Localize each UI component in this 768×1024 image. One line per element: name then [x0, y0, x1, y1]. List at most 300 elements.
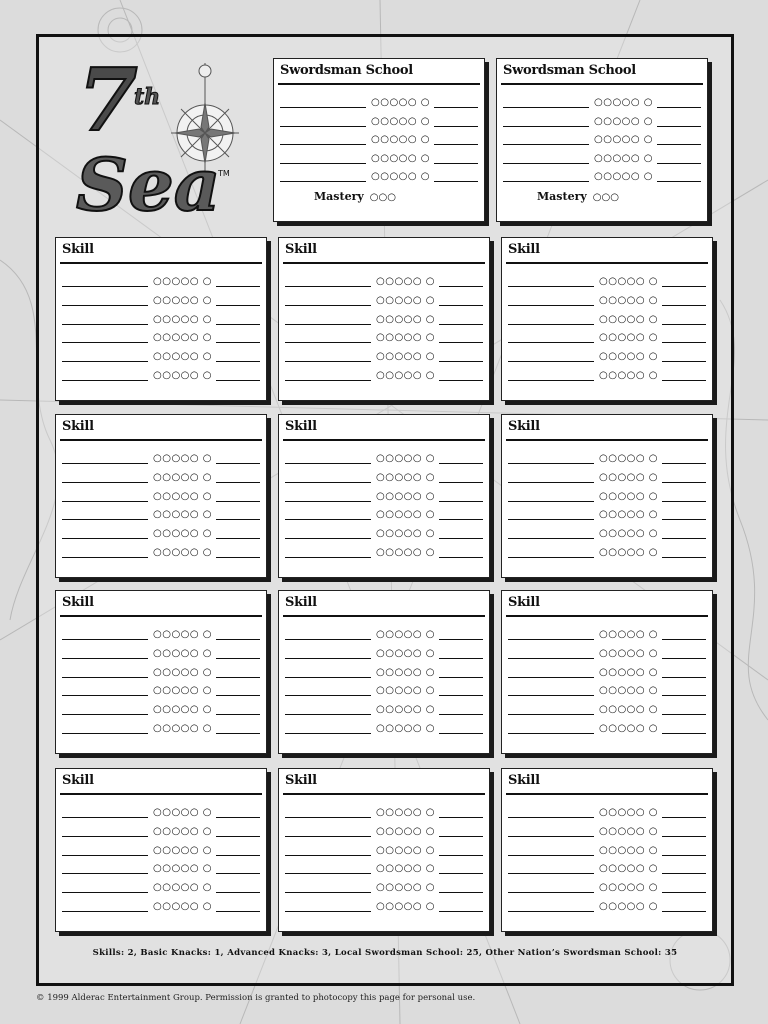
knack-name-field[interactable] — [280, 181, 366, 182]
knack-notes-field[interactable] — [434, 144, 478, 145]
rank-dots[interactable]: ○○○○○ ○ — [371, 152, 431, 164]
rank-dots[interactable]: ○○○○○ ○ — [153, 647, 213, 659]
knack-notes-field[interactable] — [434, 107, 478, 108]
rank-dots[interactable]: ○○○○○ ○ — [599, 276, 659, 287]
knack-name-field[interactable] — [285, 855, 371, 856]
knack-name-field[interactable] — [503, 163, 589, 164]
knack-notes-field[interactable] — [216, 305, 260, 306]
knack-notes-field[interactable] — [439, 639, 483, 640]
knack-notes-field[interactable] — [216, 677, 260, 678]
knack-notes-field[interactable] — [662, 286, 706, 287]
knack-name-field[interactable] — [62, 342, 148, 343]
rank-dots[interactable]: ○○○○○ ○ — [153, 629, 213, 640]
knack-name-field[interactable] — [508, 836, 594, 837]
rank-dots[interactable]: ○○○○○ ○ — [153, 723, 213, 734]
rank-dots[interactable]: ○○○○○ ○ — [599, 490, 659, 502]
knack-notes-field[interactable] — [662, 677, 706, 678]
rank-dots[interactable]: ○○○○○ ○ — [153, 704, 213, 716]
knack-name-field[interactable] — [503, 126, 589, 127]
knack-row — [285, 453, 483, 465]
knack-name-field[interactable] — [62, 286, 148, 287]
knack-name-field[interactable] — [62, 639, 148, 640]
rank-dots[interactable]: ○○○○○ ○ — [376, 453, 436, 464]
knack-row — [508, 901, 706, 913]
knack-name-field[interactable] — [285, 557, 371, 558]
knack-notes-field[interactable] — [439, 324, 483, 325]
knack-name-field[interactable] — [508, 892, 594, 893]
knack-name-field[interactable] — [62, 463, 148, 464]
knack-row — [285, 472, 483, 484]
knack-notes-field[interactable] — [439, 519, 483, 520]
rank-dots[interactable]: ○○○○○ ○ — [376, 490, 436, 502]
rank-dots[interactable]: ○○○○○ ○ — [153, 666, 213, 678]
knack-name-field[interactable] — [62, 380, 148, 381]
rank-dots[interactable]: ○○○○○ ○ — [376, 825, 436, 837]
knack-notes-field[interactable] — [216, 538, 260, 539]
knack-row — [62, 547, 260, 559]
rank-dots[interactable]: ○○○○○ ○ — [376, 276, 436, 287]
knack-name-field[interactable] — [508, 677, 594, 678]
knack-name-field[interactable] — [285, 911, 371, 912]
knack-notes-field[interactable] — [216, 855, 260, 856]
knack-notes-field[interactable] — [439, 817, 483, 818]
knack-name-field[interactable] — [508, 305, 594, 306]
title-rule — [506, 439, 708, 441]
rank-dots[interactable]: ○○○○○ ○ — [153, 509, 213, 521]
rank-dots[interactable]: ○○○○○ ○ — [599, 313, 659, 325]
rank-dots[interactable]: ○○○○○ ○ — [599, 882, 659, 894]
knack-name-field[interactable] — [508, 639, 594, 640]
knack-notes-field[interactable] — [662, 324, 706, 325]
knack-notes-field[interactable] — [216, 733, 260, 734]
rank-dots[interactable]: ○○○○○ ○ — [376, 807, 436, 818]
skill-box — [278, 414, 490, 578]
logo-th: th — [134, 84, 161, 110]
rank-dots[interactable]: ○○○○○ ○ — [376, 647, 436, 659]
knack-notes-field[interactable] — [434, 163, 478, 164]
knack-notes-field[interactable] — [439, 463, 483, 464]
knack-notes-field[interactable] — [662, 361, 706, 362]
knack-name-field[interactable] — [508, 658, 594, 659]
rank-dots[interactable]: ○○○○○ ○ — [376, 547, 436, 558]
rank-dots[interactable]: ○○○○○ ○ — [599, 825, 659, 837]
knack-notes-field[interactable] — [439, 892, 483, 893]
knack-notes-field[interactable] — [662, 380, 706, 381]
rank-dots[interactable]: ○○○○○ ○ — [376, 685, 436, 697]
knack-notes-field[interactable] — [439, 714, 483, 715]
knack-row — [285, 491, 483, 503]
rank-dots[interactable]: ○○○○○ ○ — [153, 547, 213, 558]
knack-notes-field[interactable] — [216, 324, 260, 325]
knack-name-field[interactable] — [62, 873, 148, 874]
knack-notes-field[interactable] — [657, 181, 701, 182]
mastery-row — [314, 190, 396, 203]
rank-dots[interactable]: ○○○○○ ○ — [371, 115, 431, 127]
knack-notes-field[interactable] — [662, 639, 706, 640]
rank-dots[interactable]: ○○○○○ ○ — [599, 647, 659, 659]
rank-dots[interactable]: ○○○○○ ○ — [153, 276, 213, 287]
knack-row — [62, 629, 260, 641]
knack-name-field[interactable] — [508, 873, 594, 874]
knack-row — [62, 685, 260, 697]
rank-dots[interactable]: ○○○○○ ○ — [153, 313, 213, 325]
rank-dots[interactable]: ○○○○○ ○ — [376, 528, 436, 540]
knack-notes-field[interactable] — [216, 463, 260, 464]
knack-notes-field[interactable] — [439, 855, 483, 856]
knack-notes-field[interactable] — [662, 658, 706, 659]
rank-dots[interactable]: ○○○○○ ○ — [371, 97, 431, 108]
knack-name-field[interactable] — [285, 361, 371, 362]
rank-dots[interactable]: ○○○○○ ○ — [153, 370, 213, 381]
rank-dots[interactable]: ○○○○○ ○ — [153, 901, 213, 912]
rank-dots[interactable]: ○○○○○ ○ — [599, 528, 659, 540]
rank-dots[interactable]: ○○○○○ ○ — [371, 134, 431, 145]
knack-row — [285, 528, 483, 540]
rank-dots[interactable]: ○○○○○ ○ — [153, 863, 213, 875]
knack-name-field[interactable] — [508, 380, 594, 381]
knack-name-field[interactable] — [508, 714, 594, 715]
knack-name-field[interactable] — [508, 538, 594, 539]
knack-notes-field[interactable] — [662, 482, 706, 483]
rank-dots[interactable]: ○○○○○ ○ — [599, 685, 659, 697]
knack-notes-field[interactable] — [662, 733, 706, 734]
knack-name-field[interactable] — [508, 324, 594, 325]
knack-name-field[interactable] — [62, 892, 148, 893]
knack-name-field[interactable] — [285, 501, 371, 502]
rank-dots[interactable]: ○○○○○ ○ — [376, 313, 436, 325]
title-rule — [283, 615, 485, 617]
rank-dots[interactable]: ○○○○○ ○ — [599, 863, 659, 875]
rank-dots[interactable]: ○○○○○ ○ — [153, 490, 213, 502]
rank-dots[interactable]: ○○○○○ ○ — [599, 629, 659, 640]
knack-notes-field[interactable] — [657, 107, 701, 108]
knack-row — [508, 704, 706, 716]
knack-name-field[interactable] — [62, 714, 148, 715]
rank-dots[interactable]: ○○○○○ ○ — [599, 351, 659, 363]
knack-notes-field[interactable] — [662, 463, 706, 464]
knack-notes-field[interactable] — [657, 163, 701, 164]
knack-name-field[interactable] — [62, 519, 148, 520]
knack-name-field[interactable] — [285, 892, 371, 893]
knack-notes-field[interactable] — [216, 873, 260, 874]
knack-notes-field[interactable] — [662, 538, 706, 539]
rank-dots[interactable]: ○○○○○ ○ — [599, 901, 659, 912]
knack-name-field[interactable] — [280, 107, 366, 108]
rank-dots[interactable]: ○○○○○ ○ — [376, 882, 436, 894]
knack-notes-field[interactable] — [657, 144, 701, 145]
knack-name-field[interactable] — [285, 817, 371, 818]
knack-name-field[interactable] — [62, 855, 148, 856]
knack-name-field[interactable] — [508, 695, 594, 696]
knack-row — [62, 723, 260, 735]
rank-dots[interactable]: ○○○○○ ○ — [153, 807, 213, 818]
knack-notes-field[interactable] — [439, 538, 483, 539]
knack-row — [503, 171, 701, 183]
knack-notes-field[interactable] — [439, 873, 483, 874]
knack-notes-field[interactable] — [439, 380, 483, 381]
knack-name-field[interactable] — [280, 144, 366, 145]
knack-notes-field[interactable] — [216, 817, 260, 818]
rank-dots[interactable]: ○○○○○ ○ — [599, 666, 659, 678]
knack-notes-field[interactable] — [434, 181, 478, 182]
knack-row — [285, 629, 483, 641]
rank-dots[interactable]: ○○○○○ ○ — [376, 629, 436, 640]
rank-dots[interactable]: ○○○○○ ○ — [594, 115, 654, 127]
knack-name-field[interactable] — [285, 733, 371, 734]
rank-dots[interactable]: ○○○○○ ○ — [153, 844, 213, 856]
rank-dots[interactable]: ○○○○○ ○ — [376, 901, 436, 912]
knack-row — [508, 547, 706, 559]
knack-row — [62, 863, 260, 875]
knack-name-field[interactable] — [62, 501, 148, 502]
knack-notes-field[interactable] — [662, 911, 706, 912]
knack-notes-field[interactable] — [439, 836, 483, 837]
knack-notes-field[interactable] — [439, 911, 483, 912]
knack-name-field[interactable] — [62, 817, 148, 818]
knack-row — [285, 509, 483, 521]
knack-row — [285, 704, 483, 716]
rank-dots[interactable]: ○○○○○ ○ — [153, 471, 213, 483]
knack-notes-field[interactable] — [216, 714, 260, 715]
knack-name-field[interactable] — [503, 107, 589, 108]
knack-notes-field[interactable] — [216, 639, 260, 640]
knack-row — [508, 332, 706, 344]
knack-notes-field[interactable] — [216, 658, 260, 659]
knack-row — [62, 332, 260, 344]
knack-name-field[interactable] — [508, 911, 594, 912]
knack-name-field[interactable] — [508, 855, 594, 856]
rank-dots[interactable]: ○○○○○ ○ — [599, 704, 659, 716]
knack-row — [62, 648, 260, 660]
swordsman-school-box — [496, 58, 708, 222]
knack-name-field[interactable] — [62, 836, 148, 837]
knack-name-field[interactable] — [285, 677, 371, 678]
knack-notes-field[interactable] — [216, 836, 260, 837]
rank-dots[interactable]: ○○○○○ ○ — [371, 171, 431, 182]
skill-box — [278, 768, 490, 932]
knack-notes-field[interactable] — [662, 817, 706, 818]
knack-name-field[interactable] — [285, 342, 371, 343]
knack-notes-field[interactable] — [216, 911, 260, 912]
knack-row — [62, 901, 260, 913]
rank-dots[interactable]: ○○○○○ ○ — [153, 351, 213, 363]
knack-notes-field[interactable] — [216, 361, 260, 362]
knack-name-field[interactable] — [508, 501, 594, 502]
knack-notes-field[interactable] — [439, 342, 483, 343]
knack-notes-field[interactable] — [439, 305, 483, 306]
knack-name-field[interactable] — [285, 538, 371, 539]
knack-name-field[interactable] — [285, 305, 371, 306]
knack-name-field[interactable] — [62, 361, 148, 362]
rank-dots[interactable]: ○○○○○ ○ — [599, 723, 659, 734]
knack-notes-field[interactable] — [662, 836, 706, 837]
knack-row — [285, 863, 483, 875]
knack-notes-field[interactable] — [216, 501, 260, 502]
knack-notes-field[interactable] — [662, 695, 706, 696]
knack-row — [285, 370, 483, 382]
rank-dots[interactable]: ○○○○○ ○ — [376, 332, 436, 344]
rank-dots[interactable]: ○○○○○ ○ — [599, 807, 659, 818]
rank-dots[interactable]: ○○○○○ ○ — [376, 704, 436, 716]
knack-name-field[interactable] — [508, 361, 594, 362]
knack-name-field[interactable] — [508, 817, 594, 818]
knack-notes-field[interactable] — [439, 733, 483, 734]
rank-dots[interactable]: ○○○○○ ○ — [376, 351, 436, 363]
knack-row — [62, 276, 260, 288]
rank-dots[interactable]: ○○○○○ ○ — [153, 882, 213, 894]
knack-row — [280, 171, 478, 183]
rank-dots[interactable]: ○○○○○ ○ — [376, 844, 436, 856]
mastery-dots[interactable]: ○○○ — [369, 192, 396, 203]
knack-notes-field[interactable] — [662, 873, 706, 874]
skill-box — [55, 768, 267, 932]
knack-notes-field[interactable] — [439, 677, 483, 678]
knack-notes-field[interactable] — [657, 126, 701, 127]
knack-row — [508, 807, 706, 819]
rank-dots[interactable]: ○○○○○ ○ — [599, 547, 659, 558]
knack-name-field[interactable] — [508, 342, 594, 343]
knack-name-field[interactable] — [508, 482, 594, 483]
rank-dots[interactable]: ○○○○○ ○ — [599, 370, 659, 381]
knack-name-field[interactable] — [62, 324, 148, 325]
knack-notes-field[interactable] — [662, 855, 706, 856]
knack-name-field[interactable] — [503, 144, 589, 145]
logo-trademark: TM — [218, 169, 230, 178]
knack-notes-field[interactable] — [662, 342, 706, 343]
knack-notes-field[interactable] — [439, 482, 483, 483]
copyright-notice: © 1999 Alderac Entertainment Group. Permission is granted to photocopy this page for personal use. — [36, 993, 476, 1003]
rank-dots[interactable]: ○○○○○ ○ — [594, 152, 654, 164]
knack-notes-field[interactable] — [216, 557, 260, 558]
knack-notes-field[interactable] — [439, 695, 483, 696]
knack-notes-field[interactable] — [439, 361, 483, 362]
knack-name-field[interactable] — [285, 714, 371, 715]
knack-name-field[interactable] — [62, 911, 148, 912]
knack-name-field[interactable] — [285, 286, 371, 287]
rank-dots[interactable]: ○○○○○ ○ — [376, 471, 436, 483]
rank-dots[interactable]: ○○○○○ ○ — [594, 134, 654, 145]
rank-dots[interactable]: ○○○○○ ○ — [376, 370, 436, 381]
rank-dots[interactable]: ○○○○○ ○ — [376, 509, 436, 521]
rank-dots[interactable]: ○○○○○ ○ — [599, 844, 659, 856]
knack-row — [285, 845, 483, 857]
knack-name-field[interactable] — [508, 519, 594, 520]
knack-row — [285, 882, 483, 894]
knack-name-field[interactable] — [285, 873, 371, 874]
logo-sea: Sea — [76, 142, 221, 227]
knack-name-field[interactable] — [285, 324, 371, 325]
knack-name-field[interactable] — [285, 836, 371, 837]
knack-name-field[interactable] — [280, 126, 366, 127]
rank-dots[interactable]: ○○○○○ ○ — [376, 294, 436, 306]
knack-notes-field[interactable] — [662, 501, 706, 502]
title-rule — [283, 262, 485, 264]
knack-name-field[interactable] — [285, 463, 371, 464]
knack-notes-field[interactable] — [216, 695, 260, 696]
knack-name-field[interactable] — [508, 286, 594, 287]
knack-notes-field[interactable] — [662, 714, 706, 715]
title-rule — [283, 439, 485, 441]
knack-row — [503, 97, 701, 109]
rank-dots[interactable]: ○○○○○ ○ — [599, 471, 659, 483]
mastery-dots[interactable]: ○○○ — [592, 192, 619, 203]
rank-dots[interactable]: ○○○○○ ○ — [376, 666, 436, 678]
knack-name-field[interactable] — [285, 380, 371, 381]
knack-name-field[interactable] — [508, 463, 594, 464]
knack-name-field[interactable] — [62, 305, 148, 306]
skill-title: Skill — [285, 419, 317, 434]
knack-name-field[interactable] — [62, 733, 148, 734]
rank-dots[interactable]: ○○○○○ ○ — [153, 453, 213, 464]
rank-dots[interactable]: ○○○○○ ○ — [599, 332, 659, 344]
rank-dots[interactable]: ○○○○○ ○ — [594, 171, 654, 182]
knack-name-field[interactable] — [280, 163, 366, 164]
knack-name-field[interactable] — [62, 677, 148, 678]
knack-notes-field[interactable] — [439, 557, 483, 558]
knack-row — [285, 807, 483, 819]
knack-name-field[interactable] — [285, 482, 371, 483]
knack-name-field[interactable] — [503, 181, 589, 182]
knack-notes-field[interactable] — [662, 892, 706, 893]
knack-notes-field[interactable] — [434, 126, 478, 127]
rank-dots[interactable]: ○○○○○ ○ — [376, 723, 436, 734]
rank-dots[interactable]: ○○○○○ ○ — [153, 685, 213, 697]
knack-name-field[interactable] — [62, 538, 148, 539]
rank-dots[interactable]: ○○○○○ ○ — [599, 294, 659, 306]
title-rule — [506, 262, 708, 264]
rank-dots[interactable]: ○○○○○ ○ — [594, 97, 654, 108]
skill-title: Skill — [508, 773, 540, 788]
mastery-label: Mastery — [314, 190, 364, 203]
knack-name-field[interactable] — [508, 557, 594, 558]
knack-name-field[interactable] — [285, 519, 371, 520]
knack-name-field[interactable] — [508, 733, 594, 734]
knack-name-field[interactable] — [285, 695, 371, 696]
knack-notes-field[interactable] — [216, 519, 260, 520]
rank-dots[interactable]: ○○○○○ ○ — [153, 528, 213, 540]
knack-notes-field[interactable] — [216, 380, 260, 381]
rank-dots[interactable]: ○○○○○ ○ — [376, 863, 436, 875]
rank-dots[interactable]: ○○○○○ ○ — [599, 453, 659, 464]
knack-row — [508, 314, 706, 326]
knack-row — [508, 685, 706, 697]
knack-notes-field[interactable] — [662, 305, 706, 306]
rank-dots[interactable]: ○○○○○ ○ — [153, 825, 213, 837]
knack-row — [280, 116, 478, 128]
title-rule — [60, 439, 262, 441]
knack-notes-field[interactable] — [216, 342, 260, 343]
knack-notes-field[interactable] — [216, 286, 260, 287]
knack-name-field[interactable] — [285, 658, 371, 659]
knack-row — [285, 295, 483, 307]
rank-dots[interactable]: ○○○○○ ○ — [599, 509, 659, 521]
knack-notes-field[interactable] — [216, 892, 260, 893]
knack-notes-field[interactable] — [662, 557, 706, 558]
knack-notes-field[interactable] — [439, 501, 483, 502]
knack-name-field[interactable] — [62, 658, 148, 659]
knack-name-field[interactable] — [62, 557, 148, 558]
knack-notes-field[interactable] — [439, 286, 483, 287]
rank-dots[interactable]: ○○○○○ ○ — [153, 332, 213, 344]
knack-notes-field[interactable] — [439, 658, 483, 659]
title-rule — [501, 83, 703, 85]
knack-notes-field[interactable] — [662, 519, 706, 520]
knack-name-field[interactable] — [285, 639, 371, 640]
rank-dots[interactable]: ○○○○○ ○ — [153, 294, 213, 306]
knack-notes-field[interactable] — [216, 482, 260, 483]
knack-name-field[interactable] — [62, 482, 148, 483]
knack-name-field[interactable] — [62, 695, 148, 696]
